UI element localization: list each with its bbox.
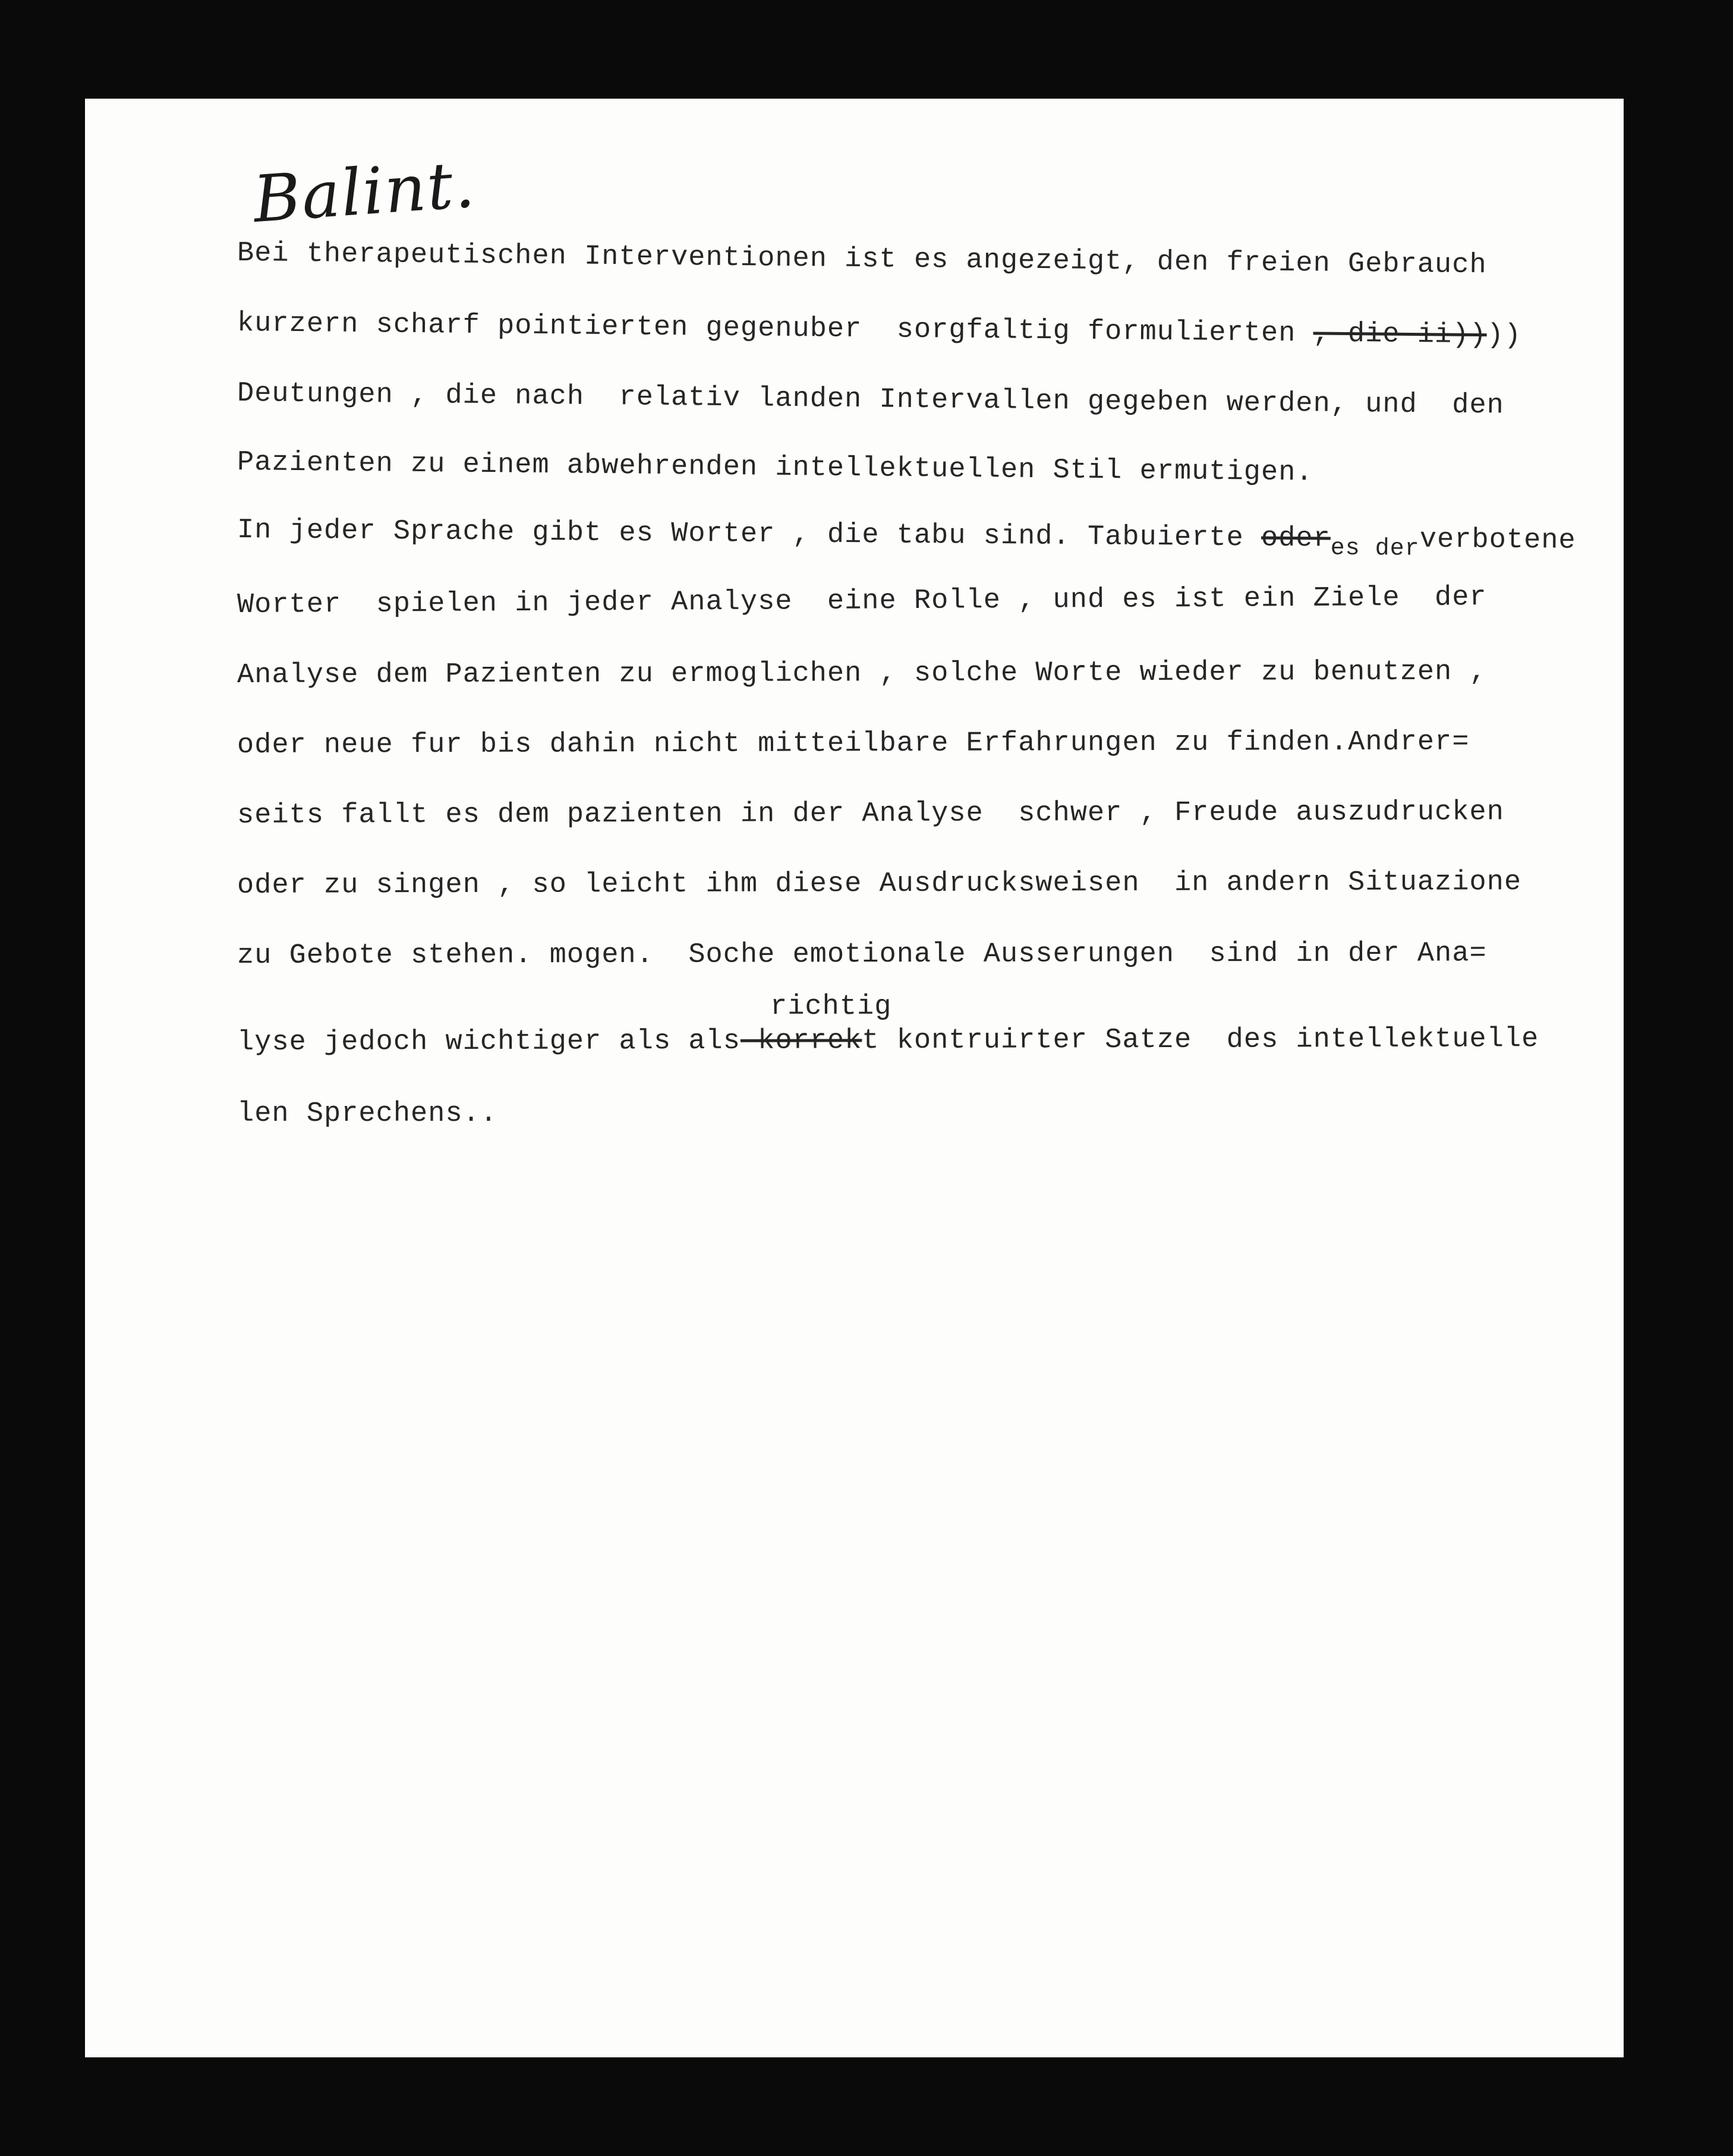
text-line-9: seits fallt es dem pazienten in der Analyse schwer , Freude auszudrucken	[237, 796, 1504, 831]
text-line-10: oder zu singen , so leicht ihm diese Ausdrucksweisen in andern Situazione	[237, 866, 1522, 902]
text-line-2	[237, 308, 1522, 352]
text-line-8: oder neue fur bis dahin nicht mitteilbare Erfahrungen zu finden.Andrer=	[237, 726, 1470, 761]
text-line-12-main: lyse jedoch wichtiger als als	[237, 1025, 741, 1058]
struck-text: oder	[1261, 522, 1331, 555]
handwritten-heading: Balint.	[251, 147, 478, 237]
text-line-7: Analyse dem Pazienten zu ermoglichen , solche Worte wieder zu benutzen ,	[237, 656, 1487, 691]
text-line-13: len Sprechens..	[237, 1098, 498, 1130]
text-line-12-tail: t kontruirter Satze des intellektuelle	[862, 1023, 1539, 1057]
text-line-5-tail: verbotene	[1419, 524, 1576, 557]
inserted-text-above: richtig	[770, 991, 892, 1023]
text-line-4: Pazienten zu einem abwehrenden intellektuellen Stil ermutigen.	[237, 447, 1313, 489]
text-line-2-main: kurzern scharf pointierten gegenuber sorgfaltig formulierten	[237, 308, 1313, 350]
struck-text: -korrek	[740, 1025, 862, 1057]
text-line-2-tail: ))	[1486, 320, 1522, 352]
struck-text: ,-die-ii))	[1313, 318, 1487, 352]
text-line-1: Bei therapeutischen Interventionen ist es angezeigt, den freien Gebrauch	[237, 238, 1487, 282]
text-line-11: zu Gebote stehen. mogen. Soche emotionale Ausserungen sind in der Ana=	[237, 938, 1487, 972]
inserted-text: es der	[1330, 535, 1420, 563]
document-page	[85, 99, 1624, 2057]
text-line-3: Deutungen , die nach relativ landen Intervallen gegeben werden, und den	[237, 378, 1505, 422]
text-line-12	[237, 1023, 1539, 1058]
text-line-5-main: In jeder Sprache gibt es Worter , die tabu sind. Tabuierte	[237, 515, 1262, 554]
text-line-5	[237, 515, 1576, 563]
text-line-6: Worter spielen in jeder Analyse eine Rolle , und es ist ein Ziele der	[237, 582, 1487, 621]
